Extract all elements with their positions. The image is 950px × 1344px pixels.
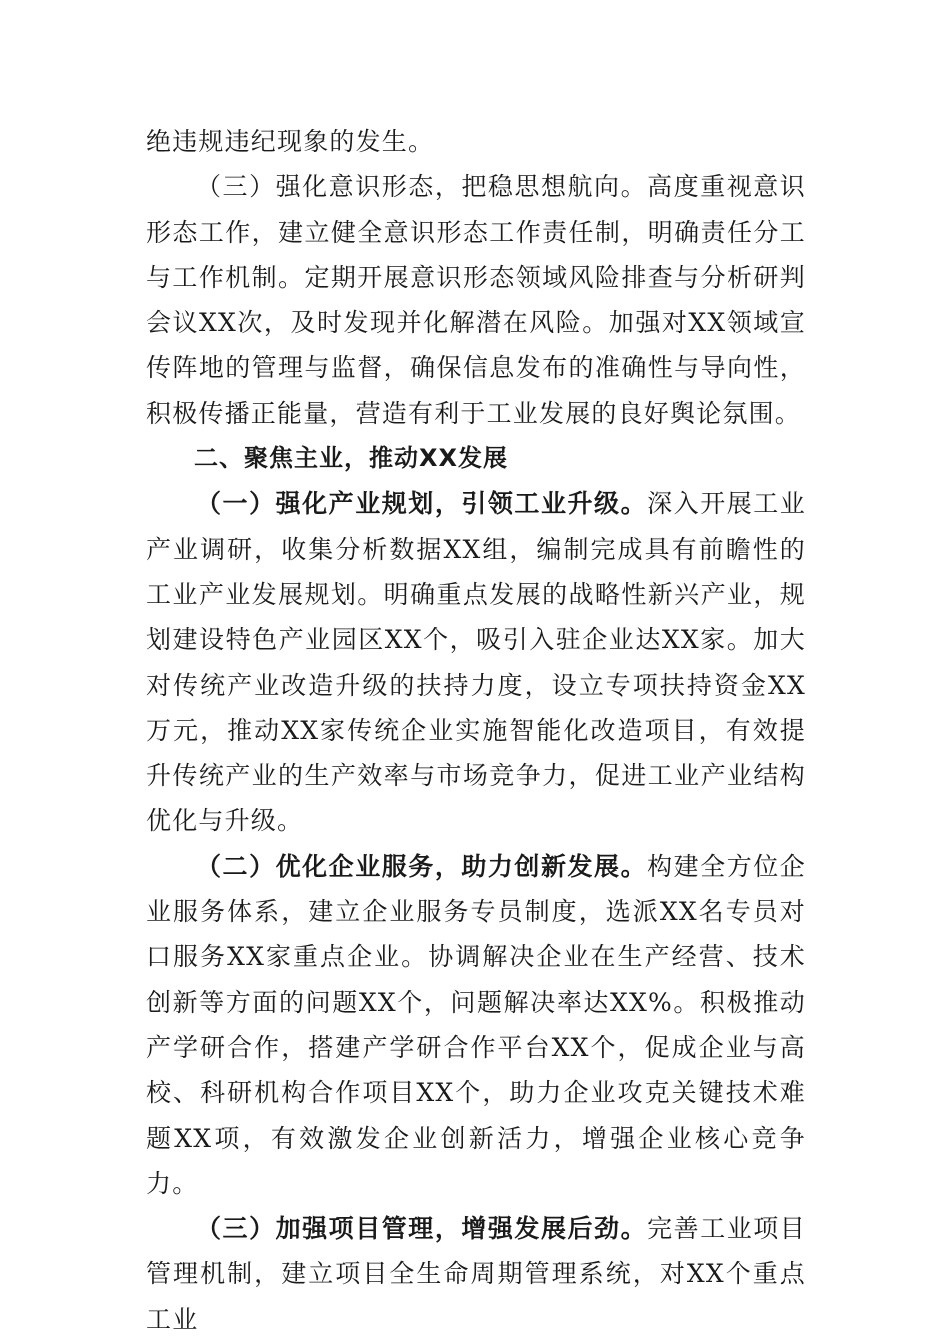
document-body <box>146 119 806 1342</box>
paragraph-ideology <box>146 164 806 436</box>
paragraph-text: 构建全方位企业服务体系，建立企业服务专员制度，选派XX名专员对口服务XX家重点企业。协调解决企业在生产经营、技术创新等方面的问题XX个，问题解决率达XX%。积极推动产学研合作，搭建产学研合作平台XX个，促成企业与高校、科研机构合作项目XX个，助力企业攻克关键技术难题XX项，有效激发企业创新活力，增强企业核心竞争力。 <box>146 851 807 1198</box>
paragraph-lead: （二）优化企业服务，助力创新发展。 <box>196 851 648 881</box>
paragraph-text: 绝违规违纪现象的发生。 <box>146 127 435 156</box>
section-heading <box>146 436 806 481</box>
paragraph-text: 完善工业项目管理机制，建立项目全生命周期管理系统，对XX个重点工业 <box>146 1214 807 1334</box>
paragraph-text: 深入开展工业产业调研，收集分析数据XX组，编制完成具有前瞻性的工业产业发展规划。明确重点发展的战略性新兴产业，规划建设特色产业园区XX个，吸引入驻企业达XX家。加大对传统产业改造升级的扶持力度，设立专项扶持资金XX万元，推动XX家传统企业实施智能化改造项目，有效提升传统产业的生产效率与市场竞争力，促进工业产业结构优化与升级。 <box>146 489 807 836</box>
paragraph-lead: （三）强化意识形态，把稳思想航向。 <box>196 172 648 202</box>
paragraph-enterprise-service <box>146 844 806 1206</box>
paragraph-lead: （三）加强项目管理，增强发展后劲。 <box>196 1214 648 1244</box>
paragraph-continuation <box>146 119 806 164</box>
paragraph-lead: （一）强化产业规划，引领工业升级。 <box>196 489 648 519</box>
section-heading-text: 二、聚焦主业，推动XX发展 <box>194 444 509 473</box>
paragraph-industry-planning <box>146 481 806 843</box>
paragraph-text: 高度重视意识形态工作，建立健全意识形态工作责任制，明确责任分工与工作机制。定期开展意识形态领域风险排查与分析研判会议XX次，及时发现并化解潜在风险。加强对XX领域宣传阵地的管理与监督，确保信息发布的准确性与导向性，积极传播正能量，营造有利于工业发展的良好舆论氛围。 <box>146 172 807 428</box>
paragraph-project-management <box>146 1206 806 1342</box>
